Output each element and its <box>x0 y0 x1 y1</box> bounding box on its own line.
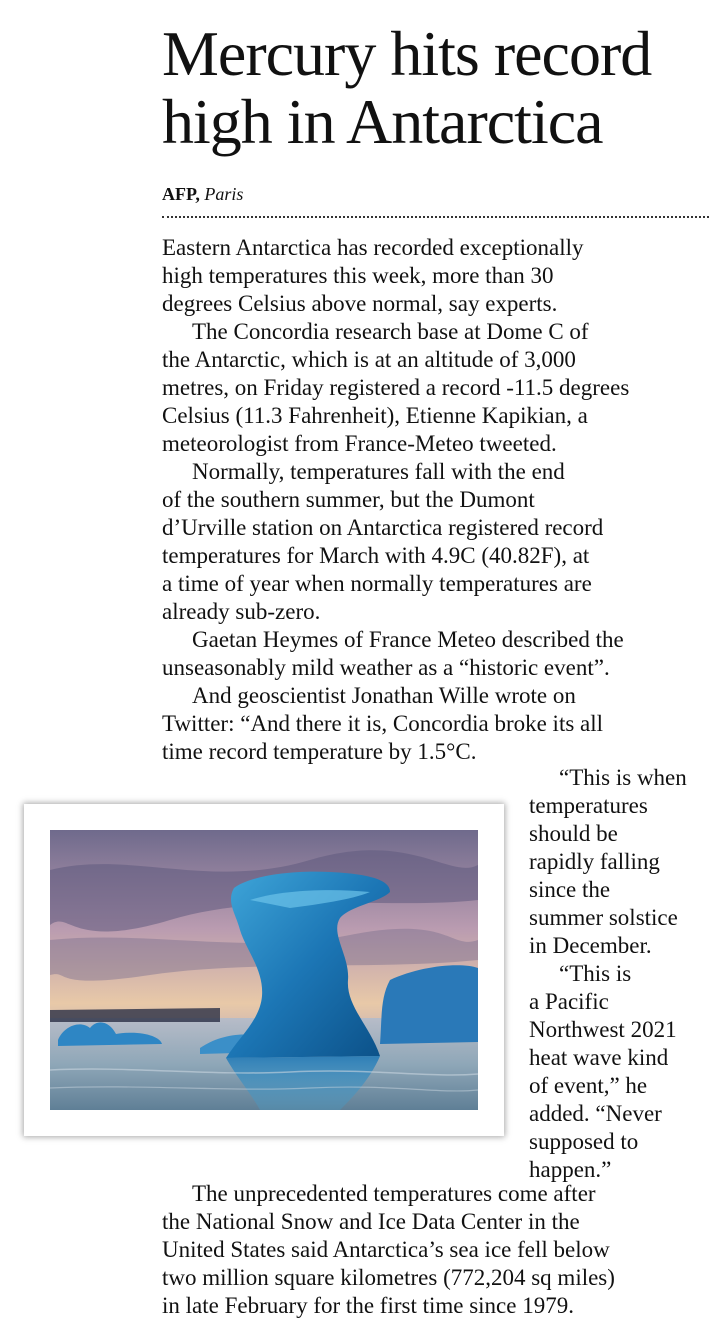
side-column-line: rapidly falling <box>529 849 660 874</box>
iceberg-photo <box>50 830 478 1110</box>
side-column-line: since the <box>529 877 611 902</box>
headline-line-2: high in Antarctica <box>162 86 603 157</box>
body-line: the National Snow and Ice Data Center in the <box>162 1209 580 1234</box>
side-column-line: happen.” <box>529 1157 612 1182</box>
body-line: degrees Celsius above normal, say experts. <box>162 291 558 316</box>
body-line: d’Urville station on Antarctica registered record <box>162 515 604 540</box>
body-line: Twitter: “And there it is, Concordia broke its all <box>162 711 604 736</box>
body-line: unseasonably mild weather as a “historic event”. <box>162 655 610 680</box>
body-line: Normally, temperatures fall with the end <box>192 459 565 484</box>
byline-place: Paris <box>204 184 244 204</box>
body-line: temperatures for March with 4.9C (40.82F), at <box>162 543 590 568</box>
body-line: The unprecedented temperatures come after <box>192 1181 596 1206</box>
body-line: two million square kilometres (772,204 sq miles) <box>162 1265 615 1290</box>
body-line: And geoscientist Jonathan Wille wrote on <box>192 683 576 708</box>
body-line: a time of year when normally temperatures are <box>162 571 592 596</box>
side-column-line: Northwest 2021 <box>529 1017 677 1042</box>
byline <box>162 184 243 204</box>
side-column-line: “This is when <box>559 765 687 790</box>
headline-line-1: Mercury hits record <box>162 18 652 89</box>
photo-frame <box>24 804 504 1136</box>
body-line: already sub-zero. <box>162 599 321 624</box>
dotted-divider <box>162 216 709 218</box>
body-line: The Concordia research base at Dome C of <box>192 319 589 344</box>
body-line: Eastern Antarctica has recorded exceptionally <box>162 235 584 260</box>
side-column-line: a Pacific <box>529 989 609 1014</box>
body-line: time record temperature by 1.5°C. <box>162 739 477 764</box>
body-line: United States said Antarctica’s sea ice fell below <box>162 1237 610 1262</box>
side-column-line: summer solstice <box>529 905 678 930</box>
body-line: meteorologist from France-Meteo tweeted. <box>162 431 557 456</box>
side-column-line: of event,” he <box>529 1073 648 1098</box>
side-column-line: heat wave kind <box>529 1045 669 1070</box>
body-line: high temperatures this week, more than 30 <box>162 263 554 288</box>
body-line: in late February for the first time since 1979. <box>162 1293 574 1318</box>
distant-shore <box>50 1008 220 1022</box>
side-column-line: in December. <box>529 933 652 958</box>
body-line: of the southern summer, but the Dumont <box>162 487 535 512</box>
side-column-line: temperatures <box>529 793 648 818</box>
side-column-line: added. “Never <box>529 1101 662 1126</box>
body-line: metres, on Friday registered a record -11.5 degrees <box>162 375 630 400</box>
body-line: Celsius (11.3 Fahrenheit), Etienne Kapikian, a <box>162 403 588 428</box>
byline-agency: AFP, <box>162 184 200 204</box>
side-column-line: “This is <box>559 961 632 986</box>
side-column-line: supposed to <box>529 1129 639 1154</box>
side-column-line: should be <box>529 821 618 846</box>
body-line: the Antarctic, which is at an altitude of 3,000 <box>162 347 576 372</box>
body-line: Gaetan Heymes of France Meteo described the <box>192 627 624 652</box>
headline <box>162 20 718 156</box>
